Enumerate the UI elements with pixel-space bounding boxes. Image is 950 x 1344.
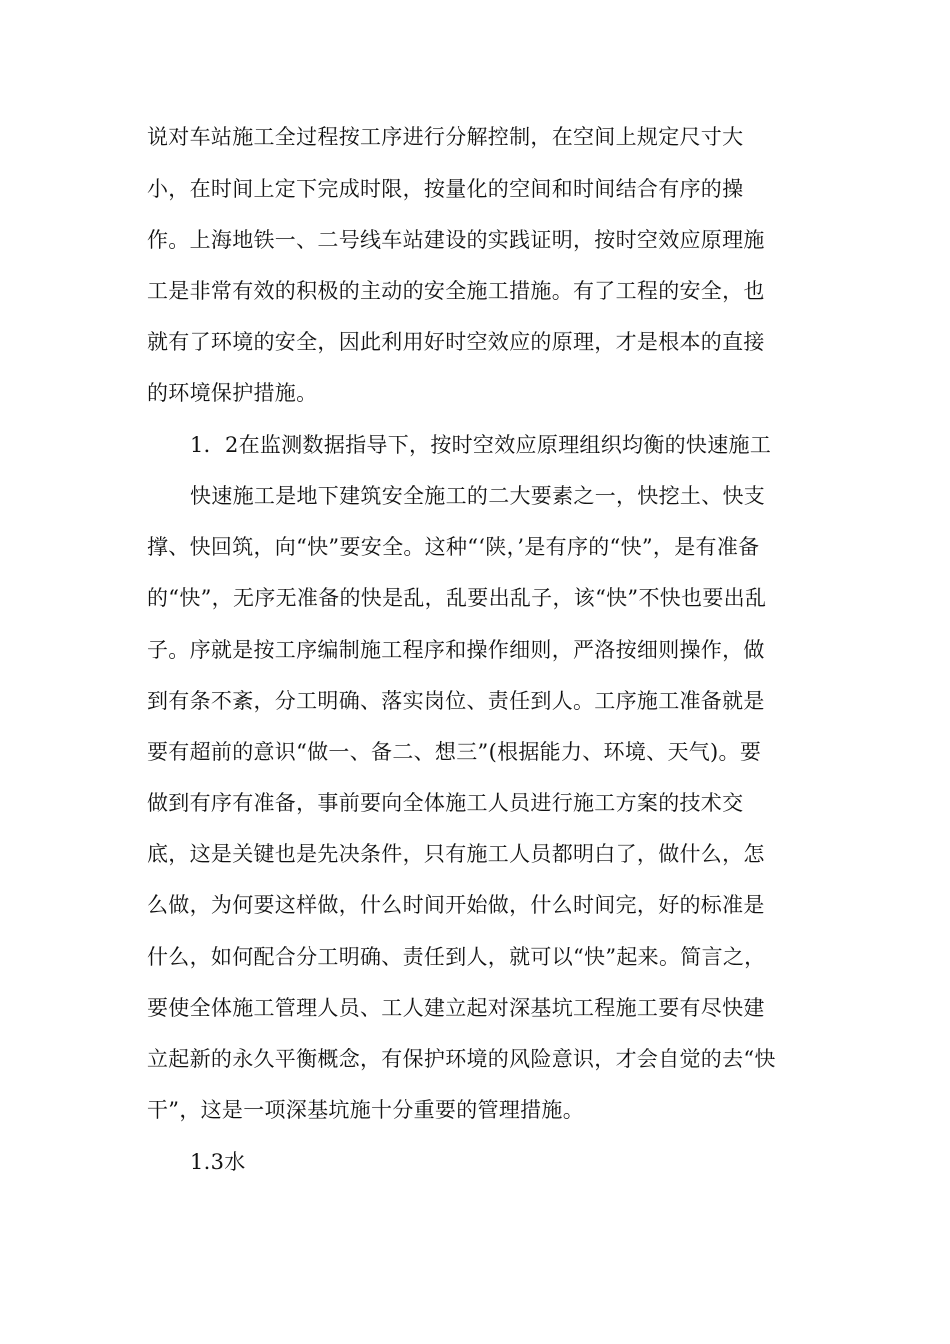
- section-heading-1-2: 1．2在监测数据指导下，按时空效应原理组织均衡的快速施工: [190, 433, 772, 457]
- paragraph-2-line-11: 要使全体施工管理人员、工人建立起对深基坑工程施工要有尽快建: [147, 996, 765, 1020]
- paragraph-2-line-3: 的“快”，无序无准备的快是乱，乱要出乱子，该“快”不快也要出乱: [147, 586, 767, 610]
- paragraph-2-line-9: 么做，为何要这样做，什么时间开始做，什么时间完，好的标准是: [147, 893, 765, 917]
- paragraph-2-line-2: 撑、快回筑，向“快”要安全。这种“‘陕，’是有序的“快”，是有准备: [147, 535, 760, 559]
- paragraph-2-line-4: 子。序就是按工序编制施工程序和操作细则，严洛按细则操作，做: [147, 638, 765, 662]
- paragraph-2-line-8: 底，这是关键也是先决条件，只有施工人员都明白了，做什么，怎: [147, 842, 765, 866]
- paragraph-1-line-5: 就有了环境的安全，因此利用好时空效应的原理，才是根本的直接: [147, 330, 765, 354]
- paragraph-2-line-5: 到有条不紊，分工明确、落实岗位、责任到人。工序施工准备就是: [147, 689, 765, 713]
- paragraph-2-line-10: 什么，如何配合分工明确、责任到人，就可以“快”起来。简言之，: [147, 945, 766, 969]
- paragraph-1-line-3: 作。上海地铁一、二号线车站建设的实践证明，按时空效应原理施: [147, 228, 765, 252]
- paragraph-2-line-6: 要有超前的意识“做一、备二、想三”(根据能力、环境、天气)。要: [147, 740, 762, 764]
- paragraph-1-line-4: 工是非常有效的积极的主动的安全施工措施。有了工程的安全，也: [147, 279, 765, 303]
- section-heading-1-3: 1.3水: [190, 1150, 246, 1174]
- paragraph-2-line-7: 做到有序有准备，事前要向全体施工人员进行施工方案的技术交: [147, 791, 744, 815]
- paragraph-2-line-13: 干”，这是一项深基坑施十分重要的管理措施。: [147, 1098, 585, 1122]
- paragraph-2-line-12: 立起新的永久平衡概念，有保护环境的风险意识，才会自觉的去“快: [147, 1047, 776, 1071]
- paragraph-1-line-1: 说对车站施工全过程按工序进行分解控制，在空间上规定尺寸大: [147, 125, 744, 149]
- paragraph-2-line-1: 快速施工是地下建筑安全施工的二大要素之一，快挖土、快支: [190, 484, 766, 508]
- paragraph-1-line-6: 的环境保护措施。: [147, 381, 318, 405]
- paragraph-1-line-2: 小，在时间上定下完成时限，按量化的空间和时间结合有序的操: [147, 177, 744, 201]
